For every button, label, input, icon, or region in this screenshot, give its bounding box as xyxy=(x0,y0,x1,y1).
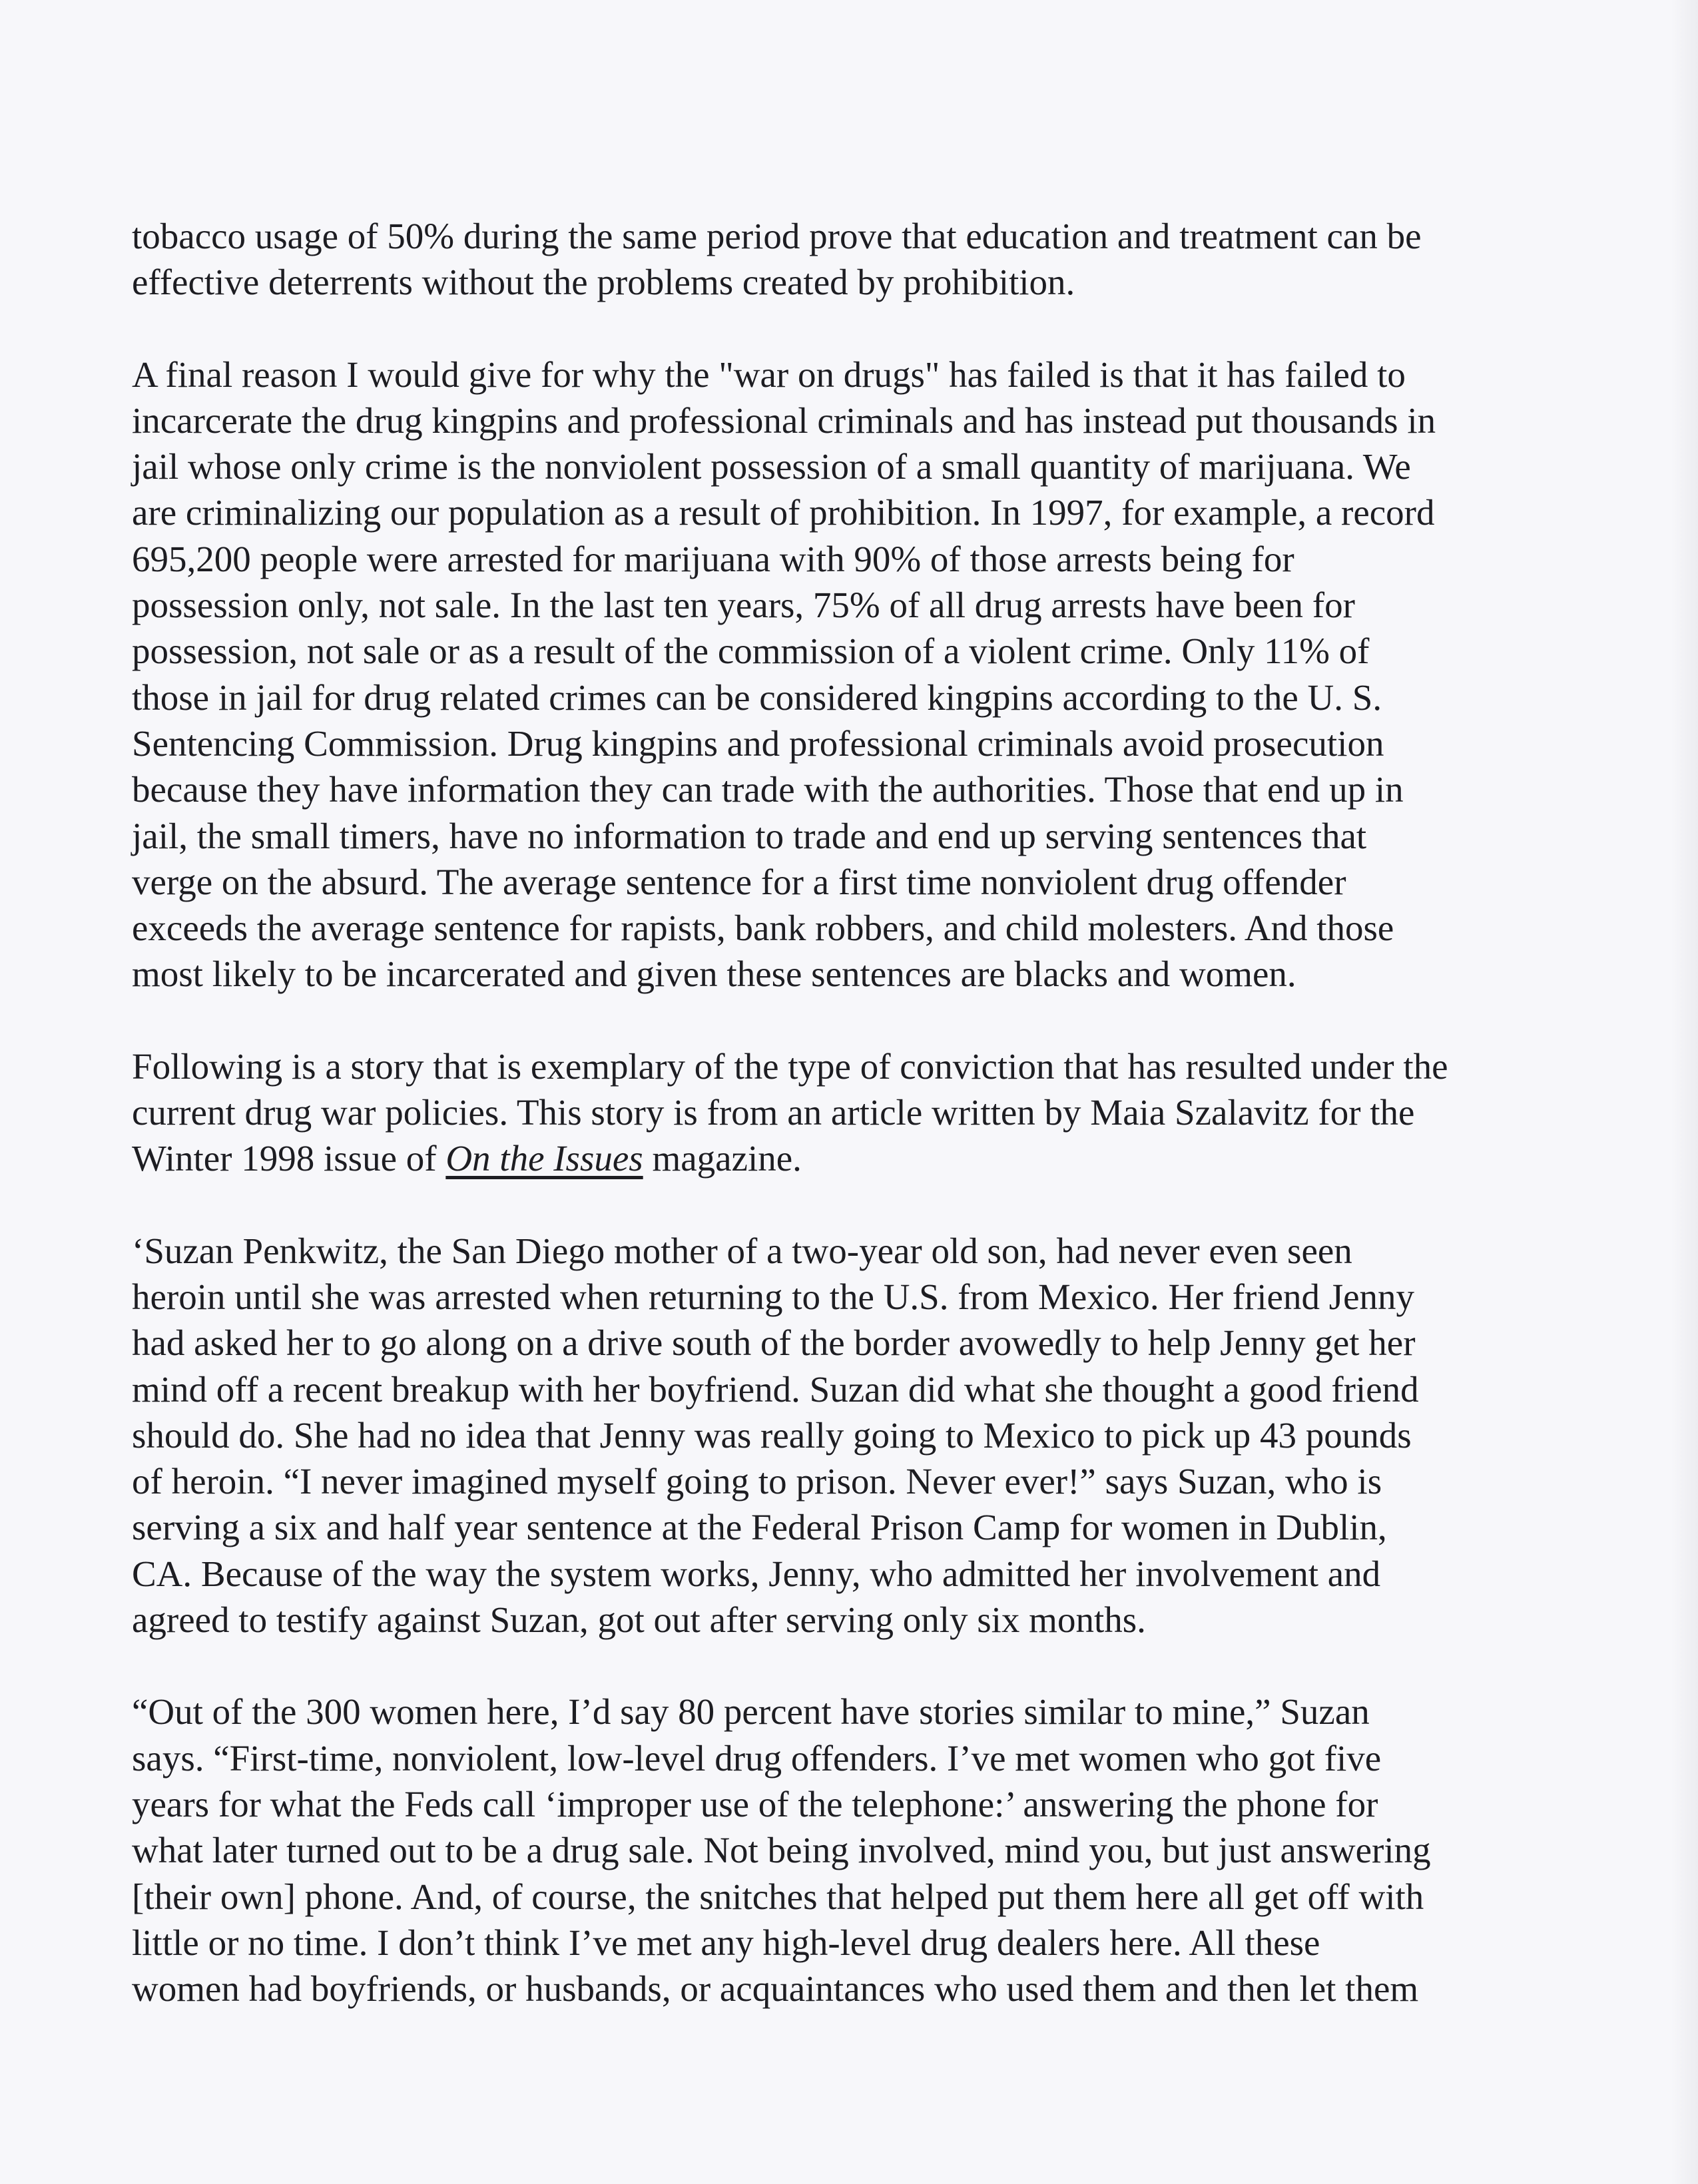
text-line: of heroin. “I never imagined myself going to prison. Never ever!” says Suzan, who is xyxy=(132,1461,1382,1502)
text-line: should do. She had no idea that Jenny was really going to Mexico to pick up 43 pounds xyxy=(132,1414,1412,1456)
text-line: because they have information they can trade with the authorities. Those that end up in xyxy=(132,769,1404,810)
text-line: says. “First-time, nonviolent, low-level drug offenders. I’ve met women who got five xyxy=(132,1737,1382,1778)
text-line: are criminalizing our population as a result of prohibition. In 1997, for example, a record xyxy=(132,492,1435,533)
paragraph-suzan-story xyxy=(132,1228,1530,1643)
text-line: heroin until she was arrested when returning to the U.S. from Mexico. Her friend Jenny xyxy=(132,1276,1415,1317)
text-line: possession only, not sale. In the last ten years, 75% of all drug arrests have been for xyxy=(132,585,1355,626)
text-line: effective deterrents without the problems created by prohibition. xyxy=(132,262,1075,303)
text-line-citation xyxy=(132,1135,1530,1181)
text-line: [their own] phone. And, of course, the snitches that helped put them here all get off with xyxy=(132,1876,1424,1917)
page-edge-shadow xyxy=(1671,0,1698,2184)
text-line: CA. Because of the way the system works, Jenny, who admitted her involvement and xyxy=(132,1553,1381,1594)
text-line: jail, the small timers, have no information to trade and end up serving sentences that xyxy=(132,815,1367,856)
text-line: those in jail for drug related crimes can be considered kingpins according to the U. S. xyxy=(132,677,1382,718)
magazine-title: On the Issues xyxy=(445,1138,643,1179)
text-line: what later turned out to be a drug sale. Not being involved, mind you, but just answering xyxy=(132,1830,1431,1871)
text-line: little or no time. I don’t think I’ve met any high-level drug dealers here. All these xyxy=(132,1922,1320,1963)
paragraph-story-intro xyxy=(132,1043,1530,1182)
text-line: exceeds the average sentence for rapists, bank robbers, and child molesters. And those xyxy=(132,908,1394,949)
text-line: Sentencing Commission. Drug kingpins and professional criminals avoid prosecution xyxy=(132,722,1384,764)
paragraph-suzan-quote xyxy=(132,1689,1530,2012)
citation-suffix: magazine. xyxy=(643,1138,802,1179)
text-line: years for what the Feds call ‘improper use of the telephone:’ answering the phone for xyxy=(132,1783,1378,1824)
text-line: women had boyfriends, or husbands, or acquaintances who used them and then let them xyxy=(132,1968,1419,2010)
paragraph-final-reason xyxy=(132,352,1530,997)
text-line: tobacco usage of 50% during the same period prove that education and treatment can be xyxy=(132,216,1422,256)
text-line: 695,200 people were arrested for marijuana with 90% of those arrests being for xyxy=(132,538,1294,579)
text-line: agreed to testify against Suzan, got out after serving only six months. xyxy=(132,1599,1146,1641)
text-line: serving a six and half year sentence at the Federal Prison Camp for women in Dublin, xyxy=(132,1507,1387,1548)
text-line: possession, not sale or as a result of the commission of a violent crime. Only 11% of xyxy=(132,631,1370,672)
paragraph-tobacco xyxy=(132,213,1530,306)
text-line: mind off a recent breakup with her boyfriend. Suzan did what she thought a good friend xyxy=(132,1368,1419,1410)
text-line: jail whose only crime is the nonviolent possession of a small quantity of marijuana. We xyxy=(132,446,1411,487)
text-line: “Out of the 300 women here, I’d say 80 percent have stories similar to mine,” Suzan xyxy=(132,1691,1370,1733)
text-line: Following is a story that is exemplary of the type of conviction that has resulted under the xyxy=(132,1045,1448,1087)
text-line: incarcerate the drug kingpins and professional criminals and has instead put thousands in xyxy=(132,400,1436,441)
text-line: ‘Suzan Penkwitz, the San Diego mother of a two-year old son, had never even seen xyxy=(132,1230,1352,1271)
document-body xyxy=(132,213,1530,2057)
text-line: current drug war policies. This story is from an article written by Maia Szalavitz for the xyxy=(132,1092,1415,1133)
text-line: had asked her to go along on a drive south of the border avowedly to help Jenny get her xyxy=(132,1322,1416,1364)
text-line: most likely to be incarcerated and given these sentences are blacks and women. xyxy=(132,954,1296,995)
citation-prefix: Winter 1998 issue of xyxy=(132,1138,446,1179)
text-line: A final reason I would give for why the "war on drugs" has failed is that it has failed to xyxy=(132,354,1406,395)
text-line: verge on the absurd. The average sentence for a first time nonviolent drug offender xyxy=(132,861,1346,902)
